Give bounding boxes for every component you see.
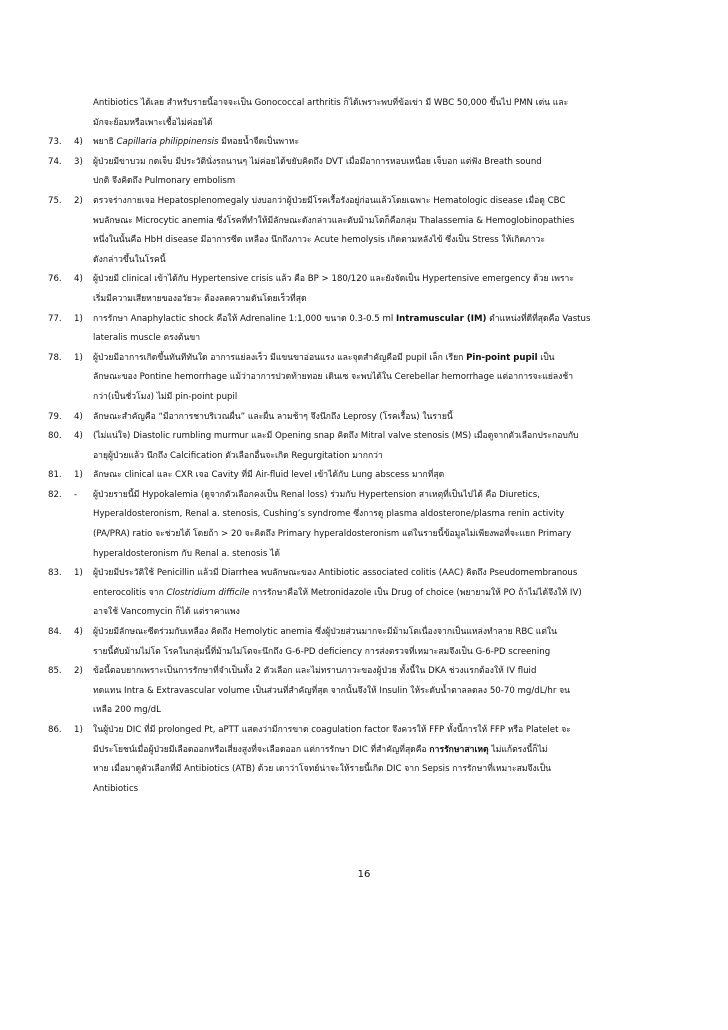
answer-entry xyxy=(48,564,688,623)
explanation-line xyxy=(93,388,688,408)
answer-choice: - xyxy=(74,489,78,500)
text-segment: ผู้ป่วยมีอาการเกิดขึ้นทันทีทันใด อาการแย่ลงเร็ว มีแขนขาอ่อนแรง และจุดสำคัญคือมี pupil เล็ก เรียก xyxy=(93,352,467,363)
answer-entry xyxy=(48,192,688,270)
answer-choice: 1) xyxy=(74,313,83,324)
text-segment: ในผู้ป่วย DIC ที่มี prolonged Pt, aPTT แสดงว่ามีการขาด coagulation factor จึงควรให้ FFP ทั้งนี้การให้ FFP หรือ Platelet จะ xyxy=(93,725,571,735)
answer-entry xyxy=(48,94,688,133)
explanation-line xyxy=(93,564,688,584)
answer-choice: 4) xyxy=(74,431,83,442)
explanation-line xyxy=(93,172,688,192)
answer-entry xyxy=(48,133,688,153)
explanation-line xyxy=(93,760,688,780)
question-number: 82. xyxy=(48,489,62,500)
explanation-line xyxy=(93,623,688,643)
question-number: 75. xyxy=(48,195,62,206)
question-number: 77. xyxy=(48,313,62,324)
question-number: 80. xyxy=(48,431,62,442)
explanation-line xyxy=(93,212,688,232)
text-segment: มักจะย้อมหรือเพาะเชื้อไม่ค่อยได้ xyxy=(93,117,213,128)
explanation-line xyxy=(93,270,688,290)
text-segment: เริ่มมีความเสียหายของอวัยวะ ต้องลดความดันโดยเร็วที่สุด xyxy=(93,293,307,304)
text-segment: ผู้ป่วยมีประวัติใช้ Penicillin แล้วมี Diarrhea พบลักษณะของ Antibiotic associated colitis (AAC) คิดถึง Pseudomembranous xyxy=(93,568,578,579)
text-segment: ไม่แก้ตรงนี้ก็ไม่ xyxy=(488,744,548,755)
explanation-line xyxy=(93,486,688,506)
answer-entry xyxy=(48,466,688,486)
text-segment: Antibiotics xyxy=(93,783,139,794)
explanation-line xyxy=(93,662,688,682)
answer-entry xyxy=(48,153,688,192)
answer-entry xyxy=(48,721,688,799)
answer-choice: 1) xyxy=(74,470,83,481)
answer-entry xyxy=(48,623,688,662)
text-segment: ทดแทน Intra & Extravascular volume เป็นส่วนที่สำคัญที่สุด จากนั้นจึงให้ Insulin ให้ระดับน้ำตาลลดลง 50-70 mg/dL/hr จน xyxy=(93,685,571,696)
text-segment: Hyperaldosteronism, Renal a. stenosis, Cushing’s syndrome ซึ่งการดู plasma aldosterone/plasma renin activity xyxy=(93,509,565,520)
text-segment: ผู้ป่วยมี clinical เข้าได้กับ Hypertensive crisis แล้ว คือ BP > 180/120 และยังจัดเป็น Hypertensive emergency ด้วย เพราะ xyxy=(93,274,574,285)
explanation-line xyxy=(93,584,688,604)
explanation-line xyxy=(93,701,688,721)
text-segment: มีประโยชน์เมื่อผู้ป่วยมีเลือดออกหรือเสี่ยงสูงที่จะเลือดออก แต่การรักษา DIC ที่สำคัญที่สุดคือ xyxy=(93,744,430,755)
question-number: 74. xyxy=(48,156,62,167)
answer-entry xyxy=(48,486,688,564)
text-segment: ลักษณะสำคัญคือ “มีอาการชาบริเวณผื่น” และผื่น ลามช้าๆ จึงนึกถึง Leprosy (โรคเรื้อน) ในรายนี้ xyxy=(93,411,453,422)
explanation-line xyxy=(93,133,688,153)
answer-explanations xyxy=(48,94,688,799)
answer-choice: 2) xyxy=(74,195,83,206)
text-segment: ผู้ป่วยรายนี้มี Hypokalemia (ดูจากตัวเลือกคงเป็น Renal loss) ร่วมกับ Hypertension สาเหตุที่เป็นไปได้ คือ Diuretics, xyxy=(93,489,540,500)
text-segment: ลักษณะของ Pontine hemorrhage แม้ว่าอาการปวดท้ายทอย เดินเซ จะพบได้ใน Cerebellar hemorrhage แต่อาการจะแย่ลงช้า xyxy=(93,372,574,383)
explanation-line xyxy=(93,94,688,114)
question-number: 73. xyxy=(48,137,62,148)
text-segment: การรักษา Anaphylactic shock คือให้ Adrenaline 1:1,000 ขนาด 0.3-0.5 ml xyxy=(93,313,396,324)
text-segment: hyperaldosteronism กับ Renal a. stenosis ได้ xyxy=(93,548,280,559)
explanation-line xyxy=(93,192,688,212)
question-number: 83. xyxy=(48,568,62,579)
answer-choice: 1) xyxy=(74,352,83,363)
explanation-line xyxy=(93,329,688,349)
answer-entry xyxy=(48,662,688,721)
text-segment: กว่า(เป็นชั่วโมง) ไม่มี pin-point pupil xyxy=(93,391,238,402)
question-number: 79. xyxy=(48,411,62,422)
explanation-line xyxy=(93,525,688,545)
explanation-line xyxy=(93,741,688,761)
explanation-line xyxy=(93,643,688,663)
text-segment: ผู้ป่วยมีขาบวม กดเจ็บ มีประวัตินั่งรถนานๆ ไม่ค่อยได้ขยับคิดถึง DVT เมื่อมีอาการหอบเหนื่อย เจ็บอก แต่ฟัง Breath sound xyxy=(93,156,542,167)
explanation-line xyxy=(93,447,688,467)
text-segment: ตำแหน่งที่ดีที่สุดคือ Vastus xyxy=(486,313,591,324)
answer-entry xyxy=(48,270,688,309)
text-segment: ข้อนี้ตอบยากเพราะเป็นการรักษาที่จำเป็นทั้ง 2 ตัวเลือก และไม่ทราบภาวะของผู้ป่วย ทั้งนี้ใน DKA ช่วงแรกต้องให้ IV fluid xyxy=(93,666,537,677)
answer-choice: 3) xyxy=(74,156,83,167)
explanation-line xyxy=(93,290,688,310)
answer-choice: 4) xyxy=(74,627,83,638)
text-segment: lateralis muscle ตรงต้นขา xyxy=(93,333,201,344)
bold-text: Pin-point pupil xyxy=(466,352,538,363)
question-number: 84. xyxy=(48,627,62,638)
text-segment: ผู้ป่วยมีลักษณะซีดร่วมกับเหลือง คิดถึง Hemolytic anemia ซึ่งผู้ป่วยส่วนมากจะมีม้ามโตเนื่องจากเป็นแหล่งทำลาย RBC แต่ใน xyxy=(93,627,557,638)
text-segment: เหลือ 200 mg/dL xyxy=(93,705,161,716)
explanation-line xyxy=(93,231,688,251)
bold-text: การรักษาสาเหตุ xyxy=(429,744,489,755)
explanation-line xyxy=(93,408,688,428)
answer-choice: 4) xyxy=(74,411,83,422)
explanation-line xyxy=(93,466,688,486)
explanation-line xyxy=(93,505,688,525)
explanation-line xyxy=(93,682,688,702)
text-segment: ปกติ จึงคิดถึง Pulmonary embolism xyxy=(93,176,236,187)
answer-entry xyxy=(48,349,688,408)
answer-choice: 1) xyxy=(74,725,83,735)
text-segment: ลักษณะ clinical และ CXR เจอ Cavity ที่มี Air-fluid level เข้าได้กับ Lung abscess มากที่สุด xyxy=(93,470,445,481)
text-segment: พบลักษณะ Microcytic anemia ซึ่งโรคที่ทำให้มีลักษณะดังกล่าวและตับม้ามโตก็คือกลุ่ม Thalassemia & Hemoglobinopathies xyxy=(93,215,575,226)
question-number: 78. xyxy=(48,352,62,363)
explanation-line xyxy=(93,310,688,330)
explanation-line xyxy=(93,721,688,741)
explanation-line xyxy=(93,114,688,134)
question-number: 76. xyxy=(48,274,62,285)
explanation-line xyxy=(93,153,688,173)
text-segment: รายนี้ตับม้ามไม่โต โรคในกลุ่มนี้ที่ม้ามไม่โตจะนึกถึง G-6-PD deficiency การส่งตรวจที่เหมาะสมจึงเป็น G-6-PD screening xyxy=(93,646,551,657)
explanation-line xyxy=(93,780,688,800)
explanation-line xyxy=(93,545,688,565)
text-segment: อายุผู้ป่วยแล้ว นึกถึง Calcification ตัวเลือกอื่นจะเกิด Regurgitation มากกว่า xyxy=(93,450,383,461)
text-segment: Antibiotics ได้เลย สำหรับรายนี้อาจจะเป็น Gonococcal arthritis ก็ได้เพราะพบที่ข้อเข่า มี WBC 50,000 ขึ้นไป PMN เด่น และ xyxy=(93,98,569,108)
text-segment: (ไม่แน่ใจ) Diastolic rumbling murmur และมี Opening snap คิดถึง Mitral valve stenosis (MS) เมื่อดูจากตัวเลือกประกอบกับ xyxy=(93,431,579,442)
explanation-line xyxy=(93,368,688,388)
explanation-line xyxy=(93,427,688,447)
text-segment: การรักษาคือให้ Metronidazole เป็น Drug of choice (พยายามให้ PO ถ้าไม่ได้จึงให้ IV) xyxy=(249,587,582,598)
italic-text: Clostridium difficile xyxy=(166,587,250,598)
answer-entry xyxy=(48,310,688,349)
answer-choice: 4) xyxy=(74,137,83,148)
page-number: 16 xyxy=(357,869,371,880)
explanation-line xyxy=(93,603,688,623)
text-segment: อาจใช้ Vancomycin ก็ได้ แต่ราคาแพง xyxy=(93,607,240,618)
italic-text: Capillaria philippinensis xyxy=(116,137,219,148)
question-number: 81. xyxy=(48,470,62,481)
explanation-line xyxy=(93,349,688,369)
text-segment: มีหอยน้ำจืดเป็นพาหะ xyxy=(218,137,300,148)
answer-choice: 1) xyxy=(74,568,83,579)
answer-entry xyxy=(48,427,688,466)
explanation-line xyxy=(93,251,688,271)
text-segment: ตรวจร่างกายเจอ Hepatosplenomegaly บ่งบอกว่าผู้ป่วยมีโรคเรื้อรังอยู่ก่อนแล้วโดยเฉพาะ Hematologic disease เมื่อดู CBC xyxy=(93,195,566,206)
text-segment: ดังกล่าวขึ้นในโรคนี้ xyxy=(93,254,166,265)
question-number: 85. xyxy=(48,666,62,677)
answer-choice: 2) xyxy=(74,666,83,677)
answer-choice: 4) xyxy=(74,274,83,285)
text-segment: เป็น xyxy=(537,352,555,363)
text-segment: พยาธิ xyxy=(93,137,117,148)
text-segment: enterocolitis จาก xyxy=(93,587,167,598)
text-segment: (PA/PRA) ratio จะช่วยได้ โดยถ้า > 20 จะคิดถึง Primary hyperaldosteronism แต่ในรายนี้ข้อมูลไม่เพียงพอที่จะแยก Primary xyxy=(93,529,572,540)
question-number: 86. xyxy=(48,725,62,735)
text-segment: หนึ่งในนั้นคือ HbH disease มีอาการซีด เหลือง นึกถึงภาวะ Acute hemolysis เกิดตามหลังไข้ ซึ่งเป็น Stress ให้เกิดภาวะ xyxy=(93,235,545,246)
answer-entry xyxy=(48,408,688,428)
text-segment: หาย เมื่อมาดูตัวเลือกที่มี Antibiotics (ATB) ด้วย เดาว่าโจทย์น่าจะให้รายนี้เกิด DIC จาก Sepsis การรักษาที่เหมาะสมจึงเป็น xyxy=(93,764,552,775)
bold-text: Intramuscular (IM) xyxy=(395,313,487,324)
